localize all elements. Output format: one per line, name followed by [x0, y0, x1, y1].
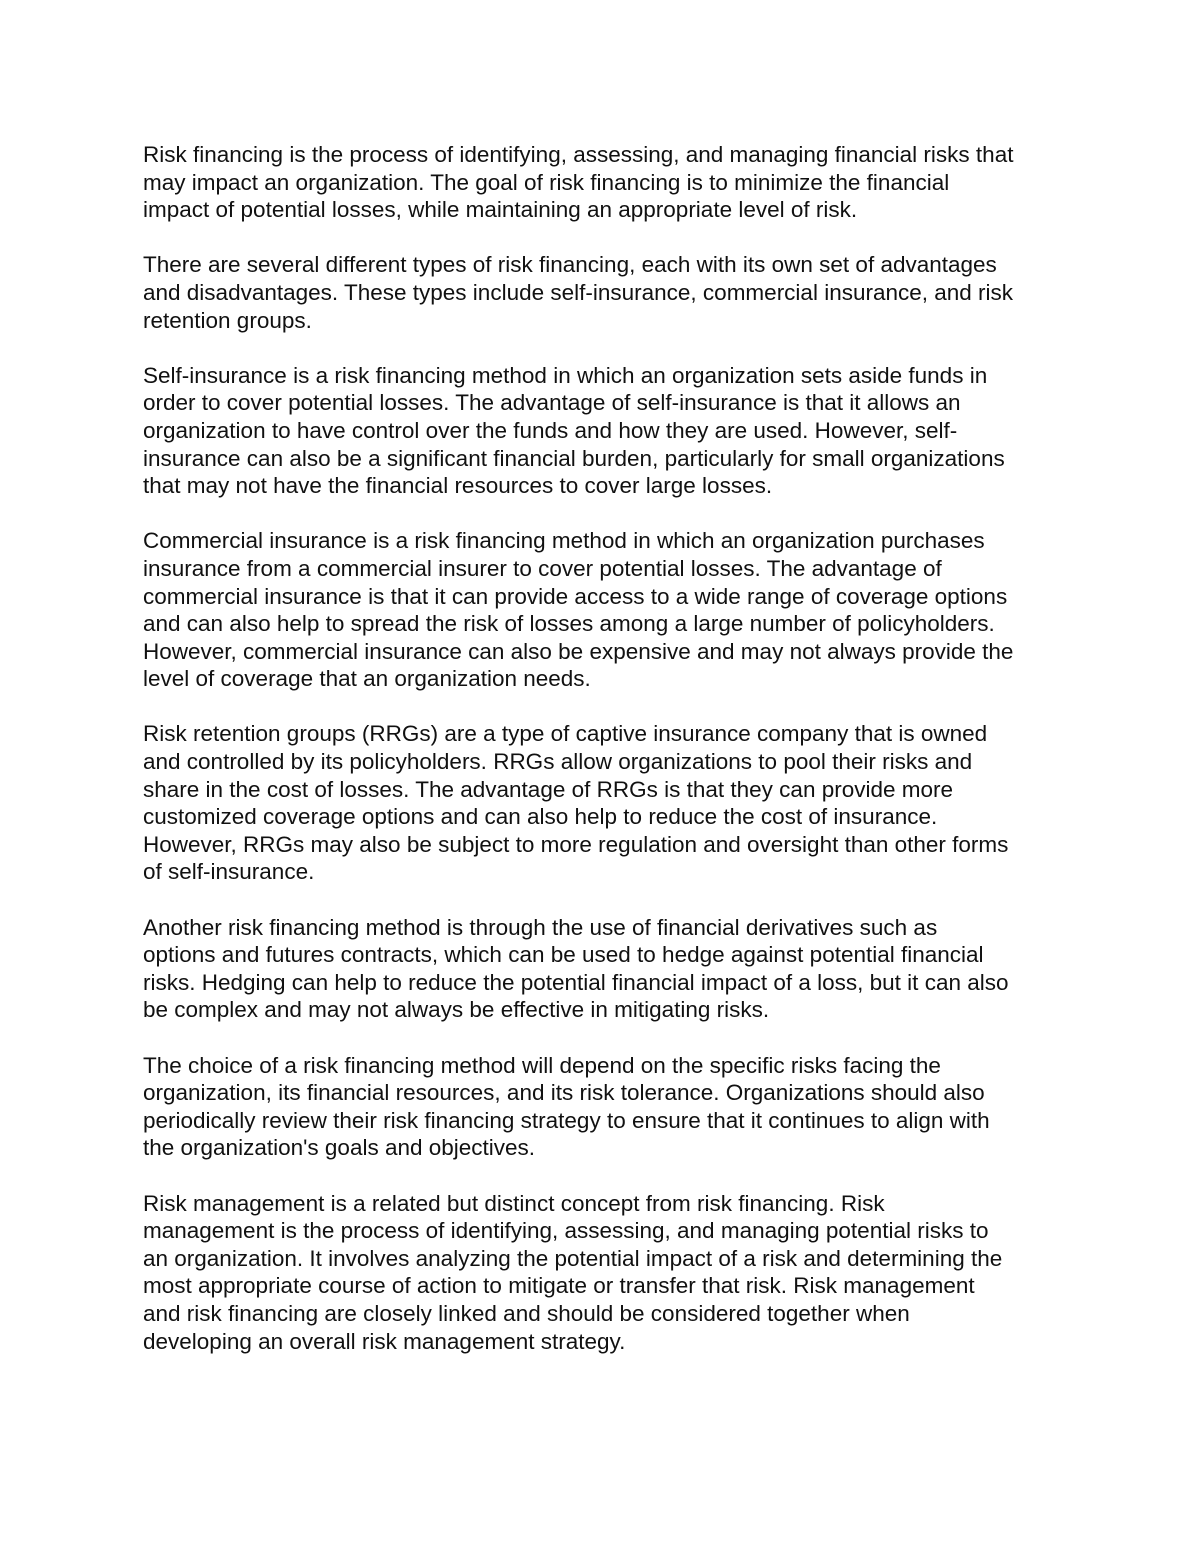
text-line: order to cover potential losses. The advantage of self-insurance is that it allows an [143, 390, 961, 416]
text-line: Another risk financing method is through the use of financial derivatives such as [143, 914, 938, 940]
text-line: that may not have the financial resources to cover large losses. [143, 473, 773, 499]
text-line: insurance from a commercial insurer to cover potential losses. The advantage of [143, 555, 942, 581]
text-line: developing an overall risk management strategy. [143, 1328, 626, 1354]
text-line: Commercial insurance is a risk financing method in which an organization purchases [143, 528, 985, 554]
text-line: management is the process of identifying, assessing, and managing potential risks to [143, 1218, 989, 1244]
text-line: Risk management is a related but distinct concept from risk financing. Risk [143, 1190, 885, 1216]
text-line: level of coverage that an organization needs. [143, 666, 591, 692]
document-body [143, 141, 1058, 1383]
text-line: and controlled by its policyholders. RRGs allow organizations to pool their risks and [143, 749, 973, 775]
text-line: The choice of a risk financing method will depend on the specific risks facing the [143, 1052, 941, 1078]
text-line: most appropriate course of action to mitigate or transfer that risk. Risk management [143, 1273, 975, 1299]
paragraph-risk-financing-definition [143, 141, 1058, 224]
text-line: periodically review their risk financing strategy to ensure that it continues to align with [143, 1107, 990, 1133]
text-line: the organization's goals and objectives. [143, 1135, 536, 1161]
text-line: retention groups. [143, 307, 312, 333]
paragraph-risk-management [143, 1190, 1058, 1356]
text-line: be complex and may not always be effective in mitigating risks. [143, 997, 770, 1023]
text-line: an organization. It involves analyzing the potential impact of a risk and determining the [143, 1245, 1003, 1271]
paragraph-financial-derivatives [143, 914, 1058, 1024]
text-line: However, commercial insurance can also be expensive and may not always provide the [143, 638, 1014, 664]
text-line: Risk retention groups (RRGs) are a type of captive insurance company that is owned [143, 721, 988, 747]
text-line: share in the cost of losses. The advantage of RRGs is that they can provide more [143, 776, 954, 802]
text-line: There are several different types of risk financing, each with its own set of advantages [143, 252, 997, 278]
text-line: organization, its financial resources, and its risk tolerance. Organizations should also [143, 1080, 985, 1106]
text-line: Self-insurance is a risk financing method in which an organization sets aside funds in [143, 362, 988, 388]
text-line: customized coverage options and can also help to reduce the cost of insurance. [143, 804, 938, 830]
paragraph-risk-retention-groups [143, 720, 1058, 886]
text-line: commercial insurance is that it can provide access to a wide range of coverage options [143, 583, 1008, 609]
paragraph-commercial-insurance [143, 527, 1058, 693]
text-line: impact of potential losses, while maintaining an appropriate level of risk. [143, 197, 858, 223]
text-line: Risk financing is the process of identifying, assessing, and managing financial risks that [143, 142, 1014, 167]
text-line: of self-insurance. [143, 859, 315, 885]
text-line: and disadvantages. These types include self-insurance, commercial insurance, and risk [143, 279, 1014, 305]
text-line: insurance can also be a significant financial burden, particularly for small organizations [143, 445, 1005, 471]
paragraph-choice-of-method [143, 1052, 1058, 1162]
text-line: and risk financing are closely linked and should be considered together when [143, 1300, 910, 1326]
paragraph-types-of-risk-financing [143, 251, 1058, 334]
text-line: organization to have control over the funds and how they are used. However, self- [143, 417, 958, 443]
paragraph-self-insurance [143, 362, 1058, 500]
text-line: options and futures contracts, which can be used to hedge against potential financial [143, 942, 984, 968]
text-line: may impact an organization. The goal of risk financing is to minimize the financial [143, 169, 950, 195]
text-line: risks. Hedging can help to reduce the potential financial impact of a loss, but it can also [143, 969, 1009, 995]
text-line: However, RRGs may also be subject to more regulation and oversight than other forms [143, 831, 1009, 857]
text-line: and can also help to spread the risk of losses among a large number of policyholders. [143, 611, 995, 637]
